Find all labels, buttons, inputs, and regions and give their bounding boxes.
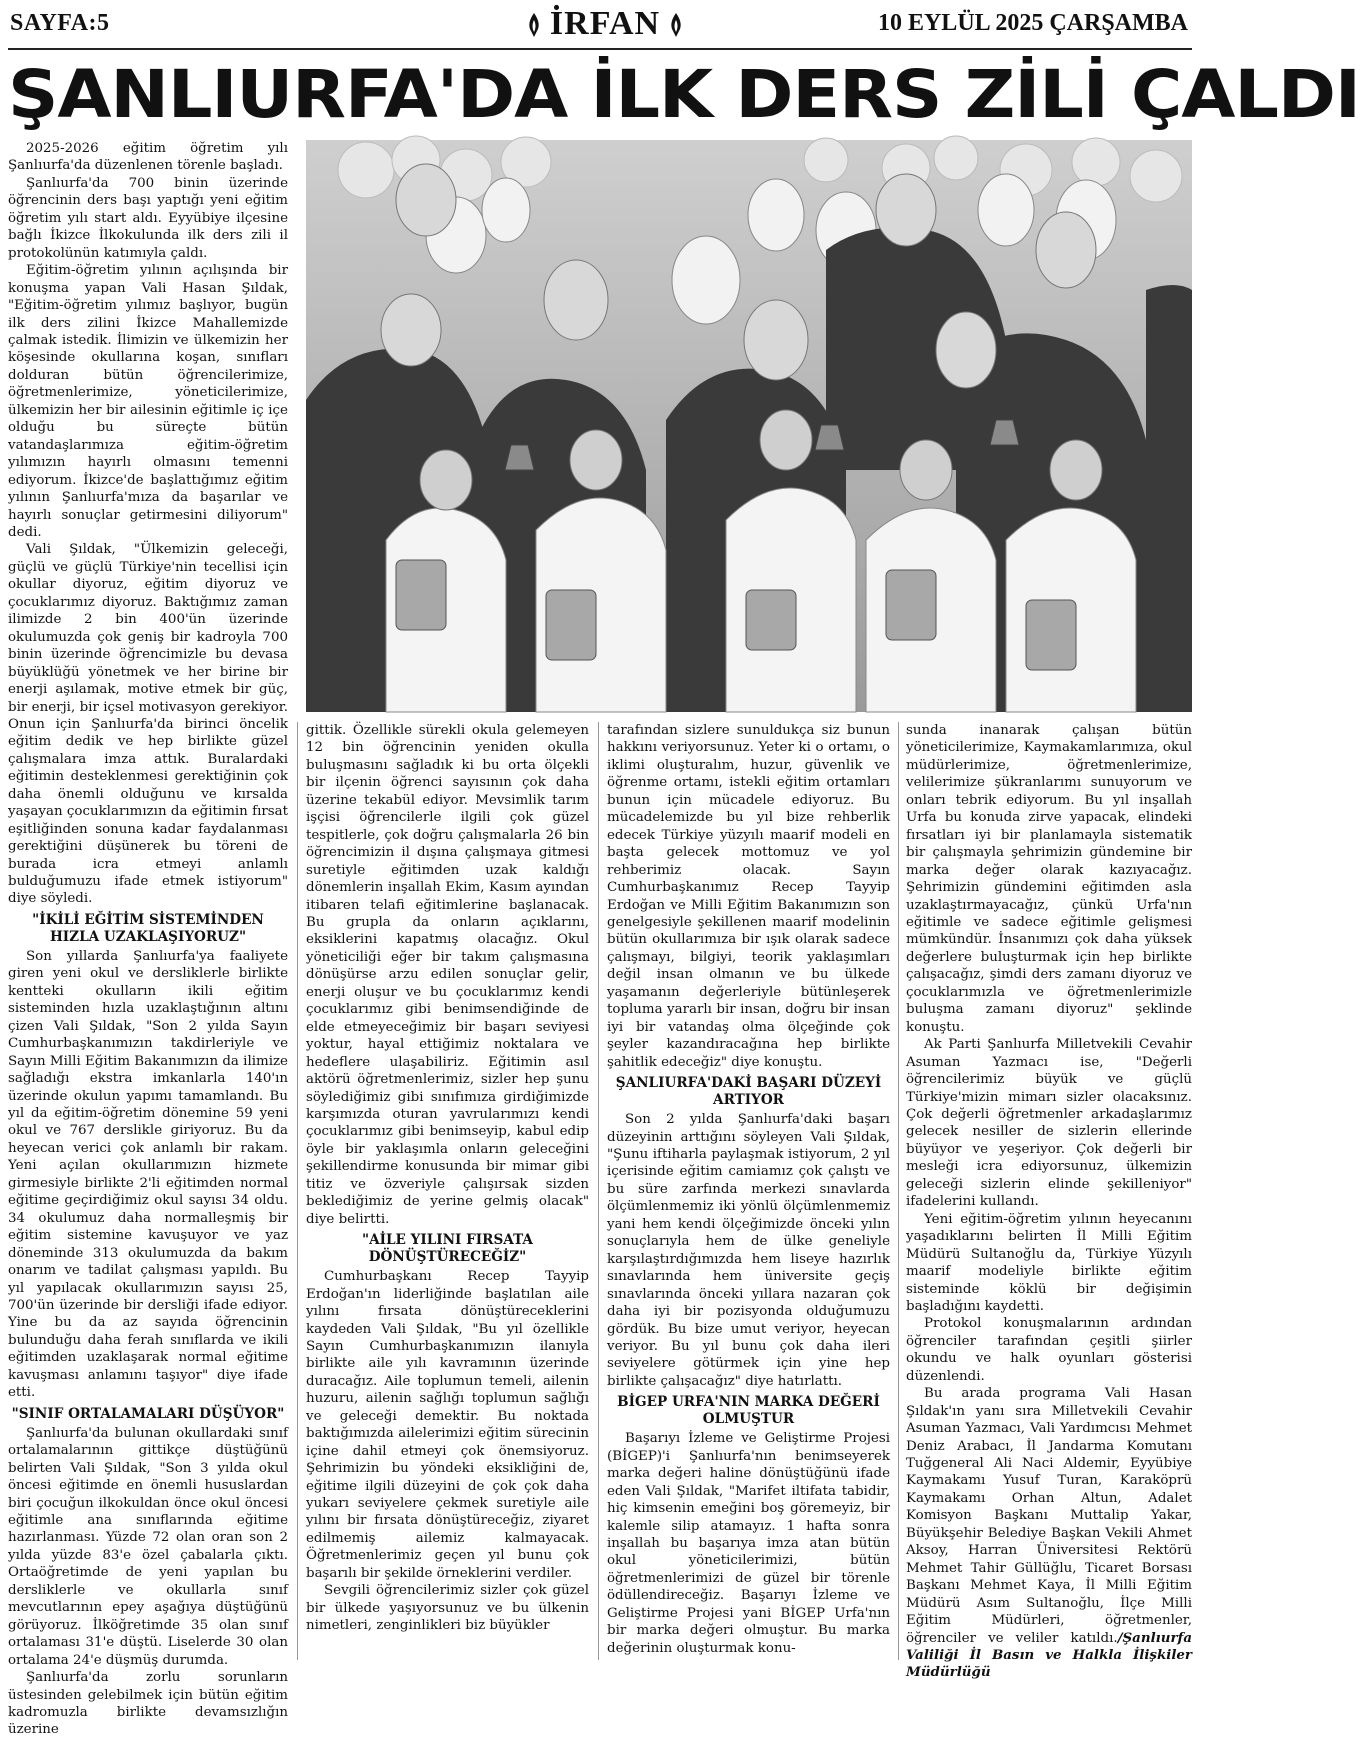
- press-photo-icon: [306, 140, 1192, 712]
- newspaper-logo: [520, 4, 690, 44]
- event-photo: [306, 140, 1192, 712]
- paragraph: Eğitim-öğretim yılının açılışında bir konuşma yapan Vali Hasan Şıldak, "Eğitim-öğretim yılımız başlıyor, bugün ilk ders zilini İkizce Mahallemizde çalmak istedik. İlimizin ve ülkemizin her köşesinde okullarına koşan, sınıfları dolduran bütün öğrencilerimize, öğretmenlerimize, yöneticilerimize, ülkemizin her bir ailesinin eğitimle iç içe olduğu bu süreçte bütün vatandaşlarımıza eğitim-öğretim yılımızın hayırlı olmasını temenni ediyorum. İkizce'de başlattığımız eğitim yılının Şanlıurfa'mıza da başarılar ve hayırlı sonuçlar getirmesini diliyorum" dedi.: [8, 263, 288, 540]
- page-number: SAYFA:5: [10, 10, 110, 36]
- paragraph: sunda inanarak çalışan bütün yöneticilerimize, Kaymakamlarımıza, okul müdürlerimize, öğretmenlerimize, velilerimize şükranlarımı sunuyorum ve onları tebrik ediyorum. Bu yıl inşallah Urfa bu konuda zirve yapacak, elindeki fırsatları iyi bir planlamayla sistematik bir çalışmayla şehrimizin gündemine bir marka değer olarak kazıyacağız. Şehrimizin gündemini eğitimden asla uzaklaştırmayacağız, çünkü Urfa'nın eğitimle ve sadece eğitimle gelişmesi mümkündür. İnsanımızı çok daha yüksek değerlere buluşturmak için hep birlikte çalışacağız, şimdi ders zamanı diyoruz ve çocuklarımızla ve öğretmenlerimizle buluşma zamanı diyoruz" şeklinde konuştu.: [906, 723, 1192, 1035]
- paragraph: Şanlıurfa'da 700 binin üzerinde öğrencinin ders başı yaptığı yeni eğitim öğretim yılı start aldı. Eyyübiye ilçesine bağlı İkizce İlkokulunda ilk ders zili il protokolünün katımıyla çaldı.: [8, 175, 288, 261]
- paragraph: [906, 1385, 1192, 1682]
- paragraph: gittik. Özellikle sürekli okula gelemeyen 12 bin öğrencinin yeniden okulla buluşmasını sağladık ki bu orta ölçekli bir ilçenin öğrenci sayısının çok daha üzerine tekabül ediyor. Mevsimlik tarım işçisi öğrencilerle ilgili çok güzel tespitlerle, çok doğru çalışmalarla 26 bin öğrencimizin il dışına çalışmaya gitmesi suretiyle eğitimden uzak kaldığı dönemlerin inşallah Ekim, Kasım ayından itibaren telafi eğitimlerine başlanacak. Bu grupla da onların açıklarını, eksiklerini kapatmış olacağız. Okul yöneticiliği eğer bir takım çalışmasına dönüşürse arzu edilen sonuçlar gelir, enerji oluşur ve bu çocuklarımız kendi çocuklarımız gibi benimsendiğinde de elde etmeyeceğimiz bir başarı seviyesi yoktur, hayal ettiğimiz noktalara ve hedeflere ulaşabiliriz. Eğitimin asıl aktörü öğretmenlerimiz, sizler hep şunu söylediğimiz gibi sınıfımıza girdiğimizde karşımızda oturan yavrularımızı kendi çocuklarımız gibi benimseyip, kabul edip öyle bir yaklaşımla onların geleceğini şekillendirme konusunda bir mimar gibi titiz ve özveriyle çalışırsak sizden beklediğimiz de yerine gelmiş olacak" diye belirtti.: [306, 723, 589, 1227]
- paragraph: Ak Parti Şanlıurfa Milletvekili Cevahir Asuman Yazmacı ise, "Değerli öğrencilerimiz büyük ve güçlü Türkiye'mizin mimarı sizler olacaksınız. Çok değerli öğretmenler arkadaşlarımız gelecek nesiller de sizlerin ellerinde büyüyor ve yeşeriyor. Çok değerli bir mesleği icra ediyorsunuz, ülkemizin geleceği sizlerin elinde şekilleniyor" ifadelerini kullandı.: [906, 1037, 1192, 1210]
- paragraph: Protokol konuşmalarının ardından öğrenciler tarafından çeşitli şiirler okundu ve halk oyunları gösterisi düzenlendi.: [906, 1316, 1192, 1384]
- subheading: "SINIF ORTALAMALARI DÜŞÜYOR": [11, 1405, 285, 1422]
- paragraph: Şanlıurfa'da bulunan okullardaki sınıf ortalamalarının gittikçe düştüğünü belirten Vali Şıldak, "Son 3 yılda okul öncesi eğitimde en önemli hususlardan biri çocuğun ilkokuldan önce okul öncesi eğitimle ana sınıflarında eğitime hazırlanması. Yüzde 72 olan oran son 2 yılda yüzde 83'e özel çabalarla çıktı. Ortaöğretimde de yeni yapılan bu dersliklerle ve okullarla sınıf mevcutlarının epey aşağıya düştüğünü görüyoruz. İlköğretimde 35 olan sınıf ortalaması 31'e düştü. Liselerde 30 olan ortalama 24'e düşmüş durumda.: [8, 1425, 288, 1668]
- paragraph: tarafından sizlere sunuldukça siz bunun hakkını veriyorsunuz. Yeter ki o ortamı, o iklimi oluşturalım, huzur, güvenlik ve öğrenme ortamı, istekli eğitim ortamları bunun için mücadele ediyoruz. Bu mücadelemizde bu yıl bize rehberlik edecek Türkiye yüzyılı maarif modeli en başta gelecek mottomuz ve yol rehberimiz olacak. Sayın Cumhurbaşkanımız Recep Tayyip Erdoğan ve Milli Eğitim Bakanımızın son genelgesiyle şekillenen maarif modelinin bütün okullarımıza bir ışık olarak sadece çalışmayı, bilgiyi, teorik yaklaşımları değil insan olmanın ve bu ülkede yaşamanın değerleriyle bütünleşerek topluma yararlı bir insan, doğru bir insan iyi bir vatandaş olma ölçeğinde çok şeyler kazandıracağına hep birlikte şahitlik edeceğiz" diye konuştu.: [607, 723, 890, 1070]
- paragraph-text: Bu arada programa Vali Hasan Şıldak'ın yanı sıra Milletvekili Cevahir Asuman Yazmacı, Vali Yardımcısı Mehmet Deniz Arabacı, İl Jandarma Komutanı Tuğgeneral Ali Naci Aldemir, Eyyübiye Kaymakamı Yusuf Turan, Karaköprü Kaymakamı Orhan Altun, Adalet Komisyon Başkanı Muttalip Yakar, Büyükşehir Belediye Başkan Vekili Ahmet Aksoy, Harran Üniversitesi Rektörü Mehmet Tahir Güllüğlu, Ticaret Borsası Başkanı Mehmet Kaya, İl Milli Eğitim Müdürü Asım Sultanoğlu, İlçe Milli Eğitim Müdürleri, öğretmenler, öğrenciler ve veliler katıldı.: [906, 1386, 1192, 1646]
- subheading: BİGEP URFA'NIN MARKA DEĞERİ OLMUŞTUR: [617, 1394, 880, 1428]
- subheading: "AİLE YILINI FIRSATA DÖNÜŞTÜRECEĞİZ": [362, 1232, 533, 1266]
- subheading: ŞANLIURFA'DAKİ BAŞARI DÜZEYİ ARTIYOR: [615, 1075, 882, 1109]
- paragraph: Sevgili öğrencilerimiz sizler çok güzel bir ülkede yaşıyorsunuz ve bu ülkenin nimetleri, zenginlikleri biz büyükler: [306, 1583, 589, 1634]
- subheading: "İKİLİ EĞİTİM SİSTEMİNDEN HIZLA UZAKLAŞIYORUZ": [32, 911, 264, 945]
- paragraph: Başarıyı İzleme ve Geliştirme Projesi (BİGEP)'i Şanlıurfa'nın benimseyerek marka değeri haline dönüştüğünü ifade eden Vali Şıldak, "Marifet iltifata tabidir, hiç kimsenin emeğini boş göremeyiz, bir kalemle silip atamayız. 1 hafta sonra inşallah bu başarıya imza atan bütün okul yöneticilerimizi, bütün öğretmenlerimizi de güzel bir törenle ödüllendireceğiz. Başarıyı İzleme ve Geliştirme Projesi yani BİGEP Urfa'nın bir marka değeri olmuştur. Bu marka değerinin oluşturmak konu-: [607, 1431, 890, 1656]
- paragraph: Son 2 yılda Şanlıurfa'daki başarı düzeyinin arttığını söyleyen Vali Şıldak, "Şunu iftiharla paylaşmak istiyorum, 2 yıl içerisinde eğitim camiamız çok çalıştı ve bu süre zarfında merkezi sınavlarda ölçümlenmemiz iki yönlü ölçümlenmemiz yani hem kendi ölçeğimizde önceki yılın sonuçlarıyla hem de ülke geneliyle karşılaştırdığımızda hem liseye hazırlık sınavlarında hem üniversite geçiş sınavlarında önceki yıllara nazaran çok daha iyi bir pozisyonda olduğumuzu gördük. Bu bize umut veriyor, heyecan veriyor. Bu yıl bunu çok daha ileri seviyelere götürmek için yine hep birlikte çalışacağız" diye hatırlattı.: [607, 1112, 890, 1389]
- article-column-1: [8, 140, 288, 1738]
- paragraph: Cumhurbaşkanı Recep Tayyip Erdoğan'ın liderliğinde başlatılan aile yılını fırsata dönüştüreceklerini kaydeden Vali Şıldak, "Bu yıl özellikle Sayın Cumhurbaşkanımızın ilanıyla birlikte aile yılı kavramının üzerinde duracağız. Aile toplumun temeli, ailenin huzuru, ailenin sağlığı toplumun sağlığı ve geleceği demektir. Bu noktada baktığımızda ailelerimizi eğitim sürecinin içine dahil etmeyi çok önemsiyoruz. Şehrimizin bu yöndeki eksikliğini de, eğitime ilgili düzeyini de çok çok daha yukarı seviyelere çekmek suretiyle aile yılını bir fırsata dönüştüreceğiz, ziyaret edilmemiş ailemiz kalmayacak. Öğretmenlerimiz geçen yıl bunu çok başarılı bir şekilde örneklerini verdiler.: [306, 1269, 589, 1581]
- paragraph: Şanlıurfa'da zorlu sorunların üstesinden gelebilmek için bütün eğitim kadromuzla birlikte devamsızlığın üzerine: [8, 1670, 288, 1738]
- newspaper-name: İRFAN: [549, 5, 661, 42]
- headline: ŞANLIURFA'DA İLK DERS ZİLİ ÇALDI: [8, 56, 1360, 133]
- column-divider: [598, 722, 599, 1660]
- article-column-2: [306, 722, 589, 1660]
- masthead-rule: [8, 48, 1192, 50]
- article-column-4: [906, 722, 1192, 1681]
- paragraph: Son yıllarda Şanlıurfa'ya faaliyete giren yeni okul ve dersliklerle birlikte kentteki okulların ikili eğitim sisteminden hızla uzaklaştığının altını çizen Vali Şıldak, "Son 2 yılda Sayın Cumhurbaşkanımızın takdirleriyle ve Sayın Milli Eğitim Bakanımızın da ilimize sağladığı ekstra imkanlarla 140'ın üzerinde okulun yapımı tamamlandı. Bu yıl da eğitim-öğretim dönemine 59 yeni okul ve 767 derslikle giriyoruz. Bu da heyecan verici çok anlamlı bir rakam. Yeni açılan okullarımızın hizmete girmesiyle birlikte 2'li eğitimden normal eğitime geçirdiğimiz okul sayısı 34 oldu. 34 okulumuz daha normalleşmiş bir eğitim sistemine kavuşuyor ve yaz döneminde 313 okulumuzda da bakım onarım ve tadilat çalışması yapıldı. Bu yıl yapılacak okullarımızın sayısı 25, 700'ün üzerinde bir dersliği ifade ediyor. Yine bu da az sayıda öğrencinin bulunduğu daha ferah sınıflarda ve ikili eğitimden uzaklaşarak normal eğitime kavuşması anlamını taşıyor" diye ifade etti.: [8, 948, 288, 1401]
- column-divider: [297, 722, 298, 1660]
- column-divider: [898, 722, 899, 1660]
- paragraph: 2025-2026 eğitim öğretim yılı Şanlıurfa'da düzenlenen törenle başladı.: [8, 141, 288, 174]
- paragraph: Vali Şıldak, "Ülkemizin geleceği, güçlü ve güçlü Türkiye'nin tecellisi için okullar diyoruz, eğitim diyoruz ve çocuklarımız diyoruz. Baktığımız zaman ilimizde 2 bin 400'ün üzerinde okulumuzda çok geniş bir kadroyla 700 binin üzerinde öğrencimizle bu devasa büyüklüğü yönetmek ve her birine bir enerji aşılamak, motive etmek bir güç, bir enerji, bir içsel motivasyon gerekiyor. Onun için Şanlıurfa'da birinci öncelik eğitim dedik ve hep birlikte güzel çalışmalara imza attık. Buralardaki eğitimin desteklenmesi gerektiğinin çok daha önemli olduğunu ve kırsalda yaşayan çocuklarımızın da eğitimin fırsat eşitliğinden sonuna kadar faydalanması gerektiğini düşünerek bu töreni de burada icra etmeyi anlamlı bulduğumuzu ifade etmek istiyorum" diye söyledi.: [8, 542, 288, 907]
- masthead: [0, 0, 1200, 56]
- photo-credit: /Şanlıurfa Valiliği İl Basın ve Halkla İlişkiler Müdürlüğü: [906, 1629, 1192, 1681]
- article-column-3: [607, 722, 890, 1660]
- paragraph: Yeni eğitim-öğretim yılının heyecanını yaşadıklarını belirten İl Milli Eğitim Müdürü Sultanoğlu da, Türkiye Yüzyılı maarif modeliyle birlikte eğitim sisteminde köklü bir değişimin başladığını kaydetti.: [906, 1211, 1192, 1314]
- flame-ornament-icon: [668, 12, 684, 38]
- flame-ornament-icon: [526, 12, 542, 38]
- issue-date: 10 EYLÜL 2025 ÇARŞAMBA: [877, 10, 1188, 36]
